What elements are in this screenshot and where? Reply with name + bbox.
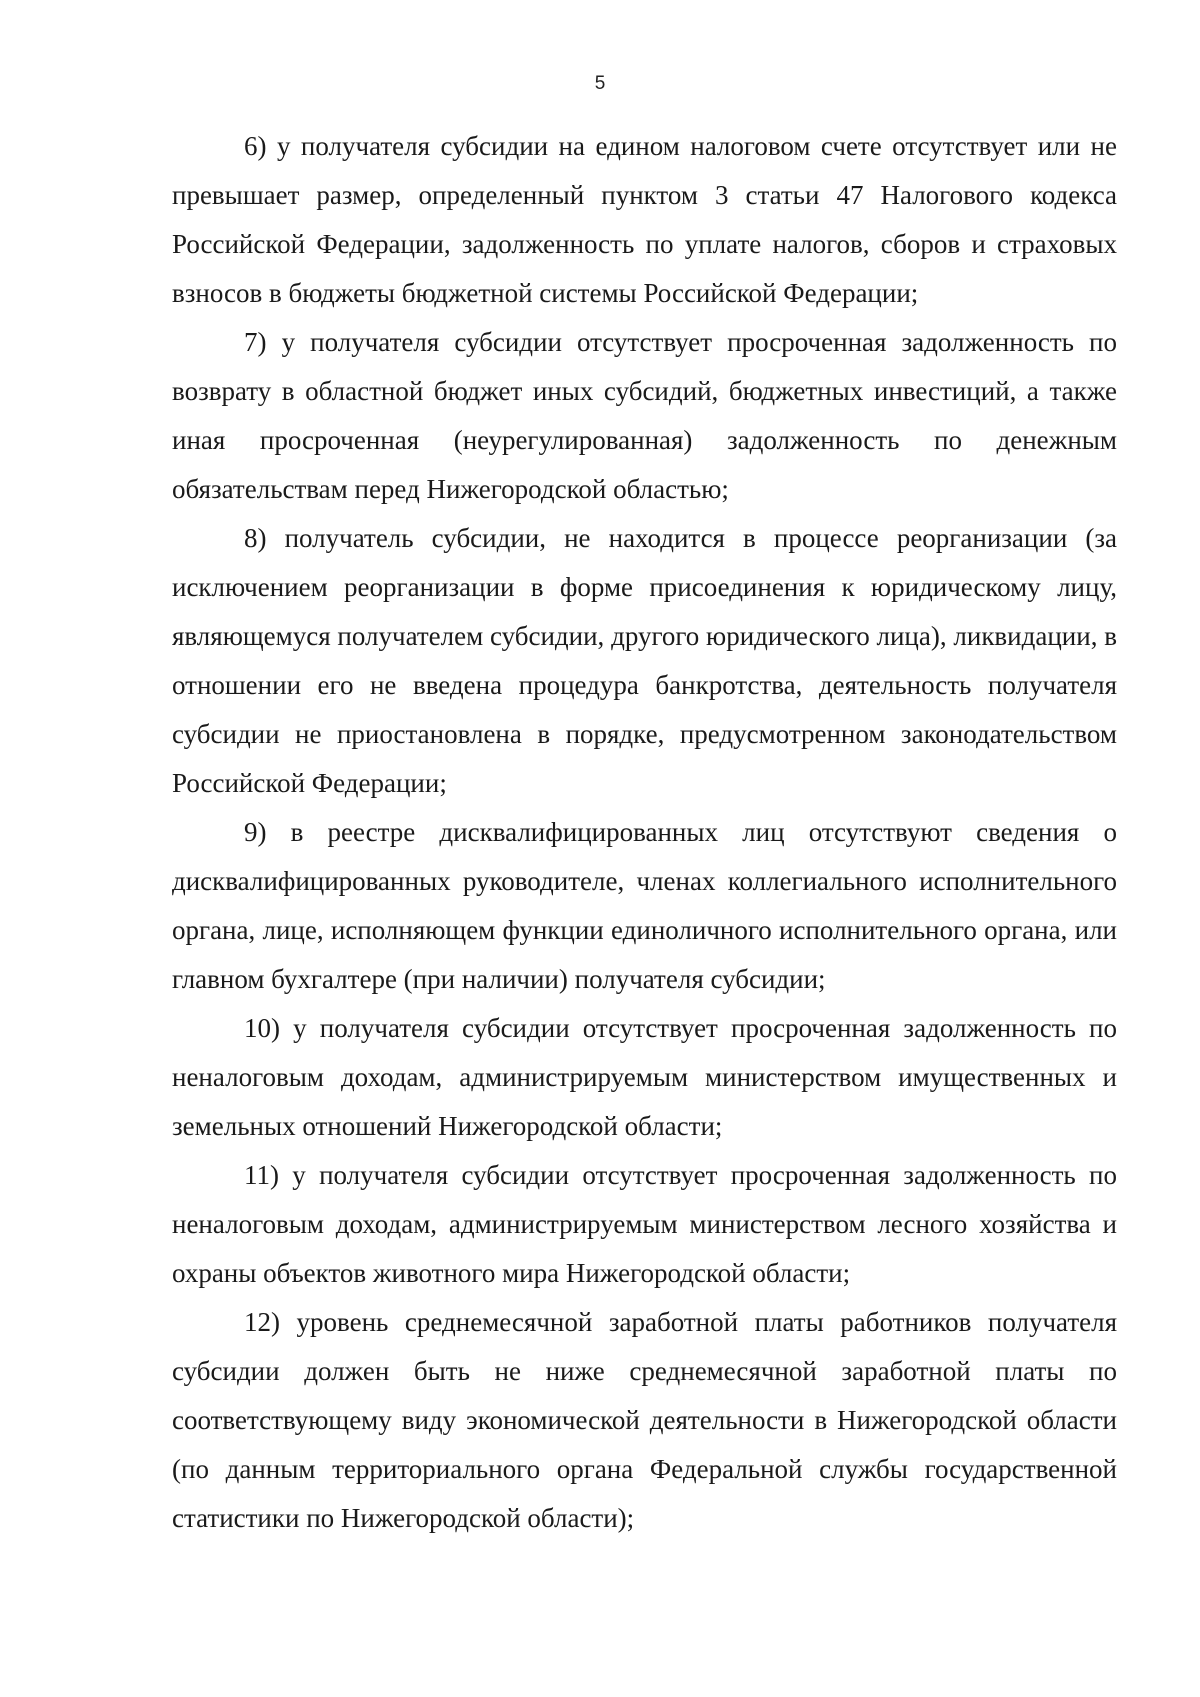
paragraph-item-11: 11) у получателя субсидии отсутствует просроченная задолженность по неналоговым доходам, администрируемым министерством лесного хозяйства и охраны объектов животного мира Нижегородской области; bbox=[172, 1160, 1117, 1288]
paragraph-item-6: 6) у получателя субсидии на едином налоговом счете отсутствует или не превышает размер, определенный пунктом 3 статьи 47 Налогового кодекса Российской Федерации, задолженность по уплате налогов, сборов и страховых взносов в бюджеты бюджетной системы Российской Федерации; bbox=[172, 131, 1117, 308]
paragraph-item-10: 10) у получателя субсидии отсутствует просроченная задолженность по неналоговым доходам, администрируемым министерством имущественных и земельных отношений Нижегородской области; bbox=[172, 1013, 1117, 1141]
paragraph-item-9: 9) в реестре дисквалифицированных лиц отсутствуют сведения о дисквалифицированных руководителе, членах коллегиального исполнительного органа, лице, исполняющем функции единоличного исполнительного органа, или главном бухгалтере (при наличии) получателя субсидии; bbox=[172, 817, 1117, 994]
page-number: 5 bbox=[594, 73, 606, 94]
document-body bbox=[172, 122, 1117, 1543]
paragraph-item-8: 8) получатель субсидии, не находится в процессе реорганизации (за исключением реорганизации в форме присоединения к юридическому лицу, являющемуся получателем субсидии, другого юридического лица), ликвидации, в отношении его не введена процедура банкротства, деятельность получателя субсидии не приостановлена в порядке, предусмотренном законодательством Российской Федерации; bbox=[172, 523, 1117, 798]
paragraph-item-7: 7) у получателя субсидии отсутствует просроченная задолженность по возврату в областной бюджет иных субсидий, бюджетных инвестиций, а также иная просроченная (неурегулированная) задолженность по денежным обязательствам перед Нижегородской областью; bbox=[172, 327, 1117, 504]
paragraph-item-12: 12) уровень среднемесячной заработной платы работников получателя субсидии должен быть не ниже среднемесячной заработной платы по соответствующему виду экономической деятельности в Нижегородской области (по данным территориального органа Федеральной службы государственной статистики по Нижегородской области); bbox=[172, 1307, 1117, 1533]
